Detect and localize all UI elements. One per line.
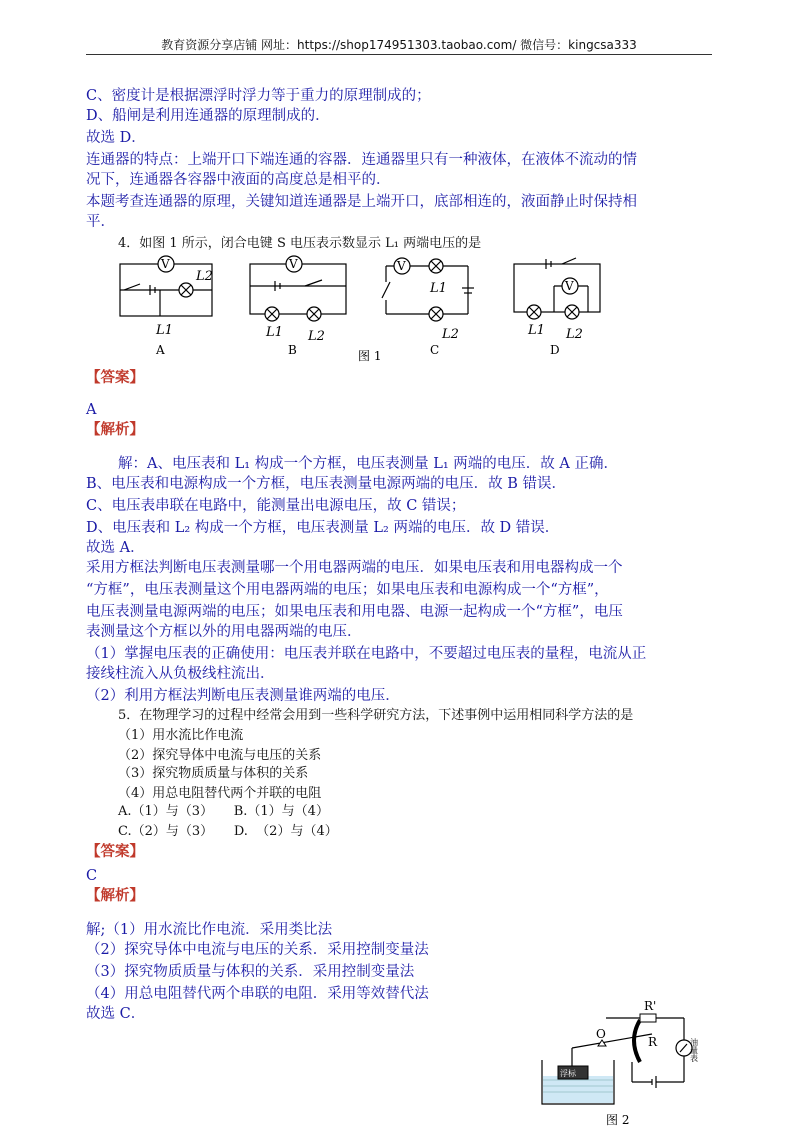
text-line: 故选 A．: [86, 540, 145, 556]
text-line: （3）探究物质质量与体积的关系．采用控制变量法: [86, 964, 415, 980]
resistor-r-prime-label: R': [644, 1000, 657, 1013]
question-5-item: （2）探究导体中电流与电压的关系: [118, 748, 322, 763]
question-5: 5．在物理学习的过程中经常会用到一些科学研究方法，下述事例中运用相同科学方法的是: [118, 708, 634, 723]
answer-value: C: [86, 868, 98, 884]
circuit-c: [382, 258, 474, 357]
text-line: 故选 D．: [86, 130, 146, 146]
label-d: D: [550, 343, 560, 357]
text-line: D、船闸是利用连通器的原理制成的．: [86, 108, 330, 124]
analysis-tag: 【解析】: [86, 421, 144, 438]
text-line: 表测量这个方框以外的用电器两端的电压．: [86, 624, 362, 640]
label-b: B: [288, 343, 297, 357]
figure-2-caption: 图 2: [606, 1113, 630, 1127]
svg-text:L1: L1: [266, 325, 283, 340]
text-line: 解;（1）用水流比作电流．采用类比法: [86, 922, 333, 938]
question-5-options: A.（1）与（3） B.（1）与（4）: [118, 804, 329, 819]
label-c: C: [430, 343, 440, 357]
text-line: C、电压表串联在电路中，能测量出电源电压，故 C 错误；: [86, 498, 466, 514]
resistor-r-label: R: [648, 1035, 658, 1049]
fuel-gauge-figure-2: [536, 1000, 716, 1130]
figure-1-caption: 图 1: [358, 349, 382, 363]
text-line: （2）利用方框法判断电压表测量谁两端的电压．: [86, 688, 400, 704]
svg-text:L1: L1: [528, 323, 545, 338]
circuit-figure-1: [110, 252, 620, 364]
svg-text:L2: L2: [442, 327, 459, 342]
header-divider: [86, 54, 712, 55]
answer-tag: 【答案】: [86, 369, 144, 386]
circuit-a: [120, 256, 213, 357]
text-line: 连通器的特点：上端开口下端连通的容器．连通器里只有一种液体，在液体不流动的情: [86, 152, 637, 168]
text-line: 电压表测量电源两端的电压；如果电压表和用电器、电源一起构成一个“方框”，电压: [86, 604, 623, 620]
text-line: B、电压表和电源构成一个方框，电压表测量电源两端的电压．故 B 错误．: [86, 476, 567, 492]
text-line: 故选 C．: [86, 1006, 146, 1022]
text-line: 平．: [86, 214, 115, 230]
question-5-options: C.（2）与（3） D. （2）与（4）: [118, 824, 338, 839]
svg-text:L2: L2: [566, 327, 583, 342]
text-line: （1）掌握电压表的正确使用：电压表并联在电路中，不要超过电压表的量程，电流从正: [86, 646, 647, 662]
circuit-b: [250, 256, 346, 357]
text-line: D、电压表和 L₂ 构成一个方框，电压表测量 L₂ 两端的电压．故 D 错误．: [86, 520, 560, 536]
svg-text:L2: L2: [196, 269, 213, 284]
answer-value: A: [86, 402, 97, 418]
svg-text:V: V: [565, 279, 574, 293]
text-line: 接线柱流入从负极线柱流出．: [86, 666, 275, 682]
question-5-item: （3）探究物质质量与体积的关系: [118, 766, 309, 781]
svg-text:V: V: [289, 257, 298, 271]
pivot-label: O: [596, 1027, 606, 1041]
meter-label: 油量表: [689, 1038, 699, 1062]
question-5-item: （4）用总电阻替代两个并联的电阻: [118, 786, 322, 801]
text-line: （2）探究导体中电流与电压的关系．采用控制变量法: [86, 942, 429, 958]
text-line: 采用方框法判断电压表测量哪一个用电器两端的电压．如果电压表和用电器构成一个: [86, 560, 623, 576]
question-4: 4．如图 1 所示，闭合电键 S 电压表示数显示 L₁ 两端电压的是: [118, 236, 482, 251]
text-line: 解：A、电压表和 L₁ 构成一个方框，电压表测量 L₁ 两端的电压．故 A 正确．: [118, 456, 618, 472]
svg-text:V: V: [161, 257, 170, 271]
svg-text:L2: L2: [308, 329, 325, 344]
question-5-item: （1）用水流比作电流: [118, 728, 244, 743]
label-a: A: [156, 343, 165, 357]
text-line: 况下，连通器各容器中液面的高度总是相平的．: [86, 172, 391, 188]
float-label: 浮标: [560, 1069, 576, 1078]
text-line: C、密度计是根据漂浮时浮力等于重力的原理制成的；: [86, 88, 431, 104]
answer-tag: 【答案】: [86, 843, 144, 860]
analysis-tag: 【解析】: [86, 887, 144, 904]
svg-text:L1: L1: [156, 323, 173, 338]
svg-text:L1: L1: [430, 281, 447, 296]
page-header: 教育资源分享店铺 网址：https://shop174951303.taobao.com/ 微信号：kingcsa333: [161, 38, 637, 52]
text-line: “方框”，电压表测量这个用电器两端的电压；如果电压表和电源构成一个“方框”，: [86, 582, 609, 598]
circuit-d: [514, 258, 600, 357]
text-line: （4）用总电阻替代两个串联的电阻．采用等效替代法: [86, 986, 429, 1002]
text-line: 本题考查连通器的原理，关键知道连通器是上端开口，底部相连的，液面静止时保持相: [86, 194, 637, 210]
svg-text:V: V: [397, 259, 406, 273]
